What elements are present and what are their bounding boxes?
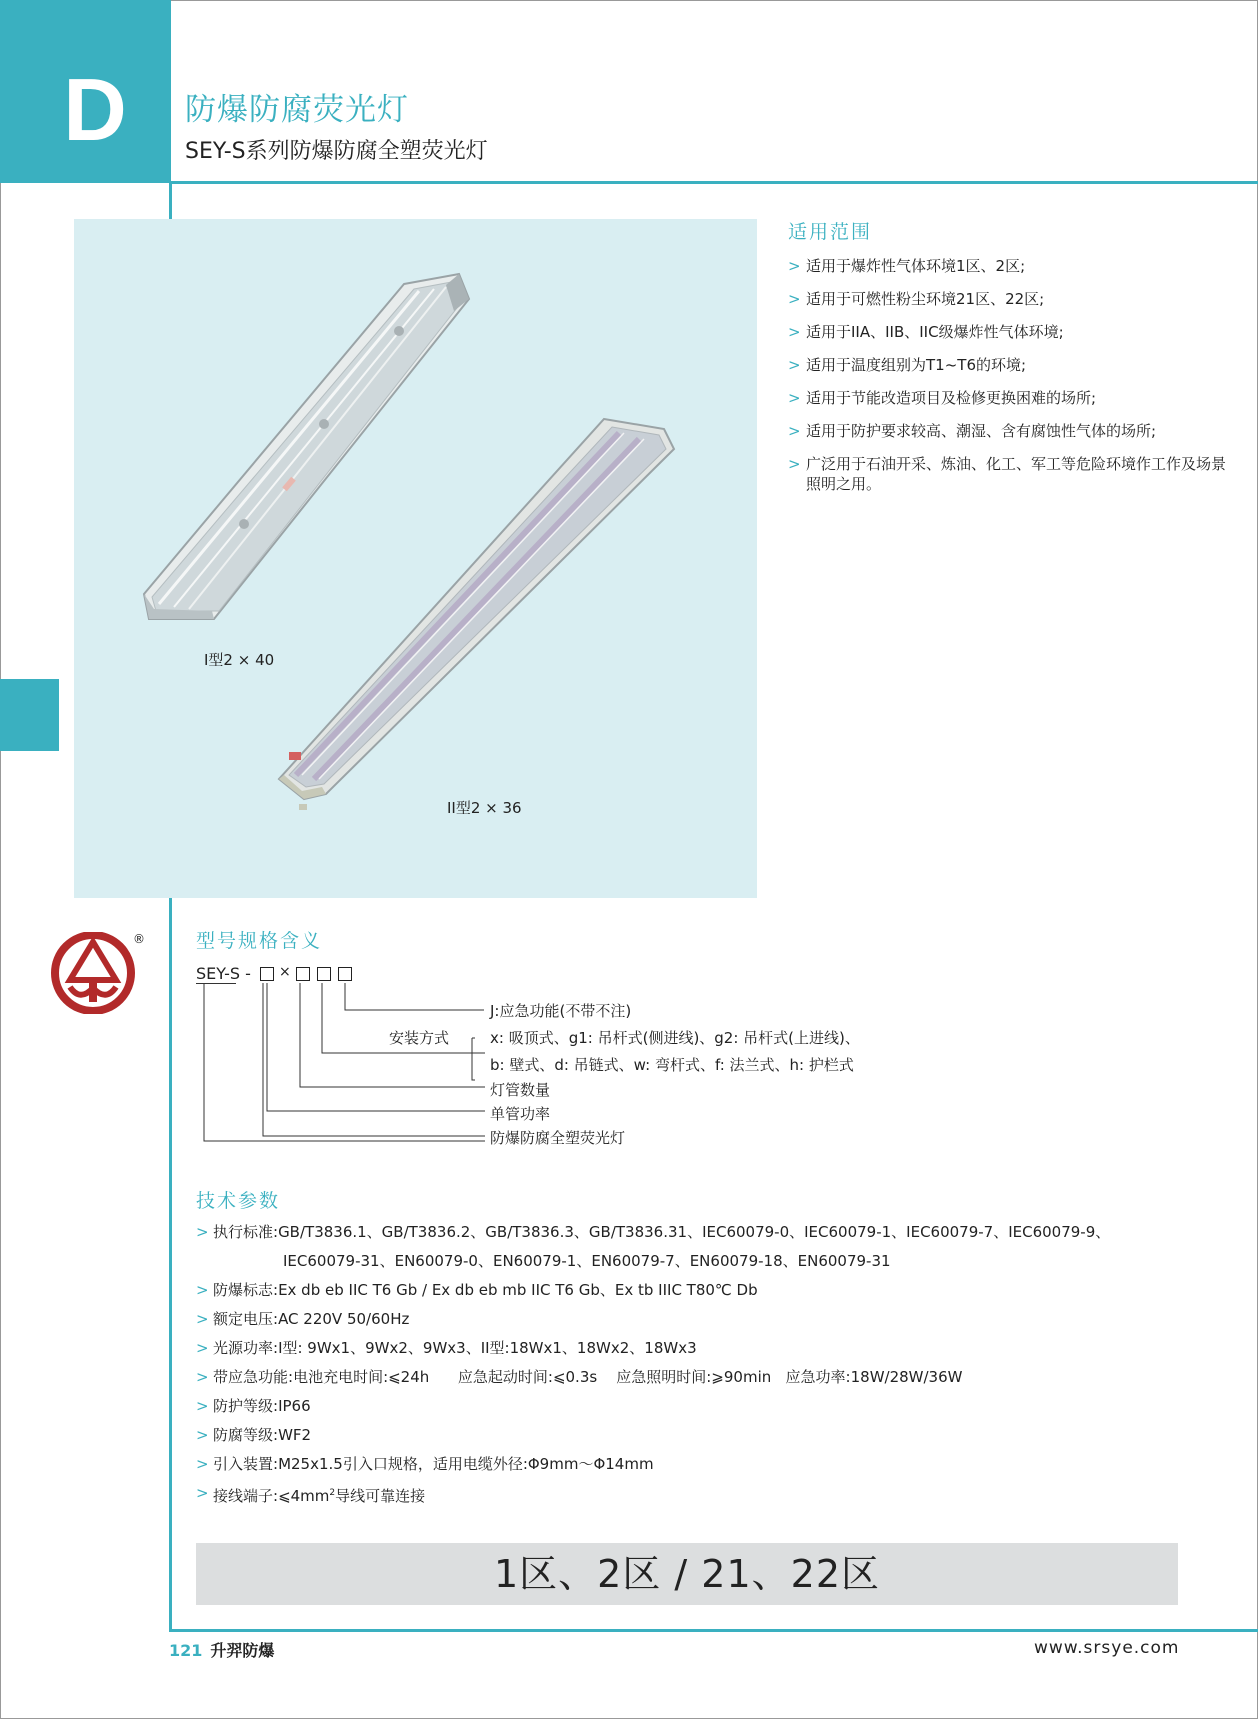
list-item: > 适用于温度组别为T1~T6的环境;: [788, 356, 1027, 374]
model-power-label: 单管功率: [490, 1105, 551, 1123]
footer-brand-name: 升羿防爆: [210, 1641, 275, 1660]
lamp-type-2-icon: [279, 419, 674, 810]
model-emergency-label: J:应急功能(不带不注): [490, 1002, 632, 1020]
arrow-icon: >: [196, 1368, 209, 1386]
footer-brand: [169, 1638, 274, 1661]
arrow-icon: >: [788, 257, 801, 275]
page-title: 防爆防腐荧光灯: [185, 92, 409, 128]
list-item: > 适用于爆炸性气体环境1区、2区;: [788, 257, 1026, 275]
list-item: > 额定电压:AC 220V 50/60Hz: [196, 1310, 410, 1328]
list-item: > 防护等级:IP66: [196, 1397, 311, 1415]
company-logo-icon: [50, 932, 136, 1014]
list-item: > 适用于可燃性粉尘环境21区、22区;: [788, 290, 1045, 308]
photo-caption-type-1: I型2 × 40: [204, 651, 275, 669]
photo-caption-type-2: II型2 × 36: [447, 799, 522, 817]
section-letter: D: [63, 60, 127, 159]
model-code-prefix: SEY-S -: [196, 964, 251, 983]
list-item: > 适用于IIA、IIB、IIC级爆炸性气体环境;: [788, 323, 1064, 341]
arrow-icon: >: [788, 323, 801, 341]
page-number: 121: [169, 1641, 203, 1660]
list-item: > 引入装置:M25x1.5引入口规格，适用电缆外径:Φ9mm～Φ14mm: [196, 1455, 654, 1473]
model-title: 型号规格含义: [196, 930, 323, 952]
arrow-icon: >: [196, 1223, 209, 1241]
list-item: > 接线端子$:⩽4mm^2$导线可靠连接: [196, 1484, 426, 1505]
scope-list: [788, 256, 1228, 507]
fluorescent-lamp-illustration: [74, 219, 757, 898]
footer-url[interactable]: www.srsye.com: [1034, 1638, 1180, 1658]
page-subtitle: SEY-S系列防爆防腐全塑荧光灯: [185, 139, 488, 164]
model-product-label: 防爆防腐全塑荧光灯: [490, 1129, 626, 1147]
arrow-icon: >: [196, 1281, 209, 1299]
tech-list: [196, 1222, 1196, 1515]
footer-rule: [169, 1629, 1258, 1632]
code-box-install: [317, 967, 331, 981]
arrow-icon: >: [196, 1339, 209, 1357]
side-tab-marker: [0, 679, 59, 751]
list-item: > 带应急功能:电池充电时间:⩽24h 应急起动时间:⩽0.3s 应急照明时间:⩾90min 应急功率:18W/28W/36W: [196, 1368, 963, 1386]
scope-title: 适用范围: [788, 221, 873, 243]
list-item: > 适用于节能改造项目及检修更换困难的场所;: [788, 389, 1097, 407]
code-box-emergency: [338, 967, 352, 981]
code-box-power: [260, 967, 274, 981]
tech-title: 技术参数: [196, 1190, 281, 1212]
arrow-icon: >: [196, 1455, 209, 1473]
list-item: > 执行标准:GB/T3836.1、GB/T3836.2、GB/T3836.3、GB/T3836.31、IEC60079-0、IEC60079-1、IEC60079-7、IEC60079-9、 IEC60079-31、EN60079-0、EN60079-1、EN60079-7、EN60079-18、EN60079-31: [196, 1223, 1111, 1270]
arrow-icon: >: [196, 1426, 209, 1444]
zone-banner: 1区、2区 / 21、22区: [196, 1543, 1178, 1605]
model-install-line-2: b: 壁式、d: 吊链式、w: 弯杆式、f: 法兰式、h: 护栏式: [490, 1056, 854, 1074]
registered-mark: ®: [133, 932, 145, 946]
list-item: > 适用于防护要求较高、潮湿、含有腐蚀性气体的场所;: [788, 422, 1157, 440]
times-symbol: ×: [279, 964, 291, 980]
arrow-icon: >: [788, 356, 801, 374]
product-photo-panel: [74, 219, 757, 898]
arrow-icon: >: [788, 422, 801, 440]
model-tubes-label: 灯管数量: [490, 1081, 551, 1099]
header-rule: [171, 181, 1258, 184]
model-install-line-1: x: 吸顶式、g1: 吊杆式(侧进线)、g2: 吊杆式(上进线)、: [490, 1029, 860, 1047]
model-install-label: 安装方式: [389, 1029, 450, 1047]
code-box-tubes: [296, 967, 310, 981]
arrow-icon: >: [788, 455, 801, 473]
list-item: > 防爆标志:Ex db eb IIC T6 Gb / Ex db eb mb IIC T6 Gb、Ex tb IIIC T80℃ Db: [196, 1281, 758, 1299]
list-item: > 光源功率:I型: 9Wx1、9Wx2、9Wx3、II型:18Wx1、18Wx2、18Wx3: [196, 1339, 697, 1357]
lamp-type-1-icon: [144, 274, 469, 619]
list-item: > 防腐等级:WF2: [196, 1426, 312, 1444]
arrow-icon: >: [196, 1484, 209, 1502]
arrow-icon: >: [196, 1397, 209, 1415]
arrow-icon: >: [788, 389, 801, 407]
arrow-icon: >: [196, 1310, 209, 1328]
list-item: > 广泛用于石油开采、炼油、化工、军工等危险环境作工作及场景照明之用。: [788, 455, 1227, 493]
arrow-icon: >: [788, 290, 801, 308]
